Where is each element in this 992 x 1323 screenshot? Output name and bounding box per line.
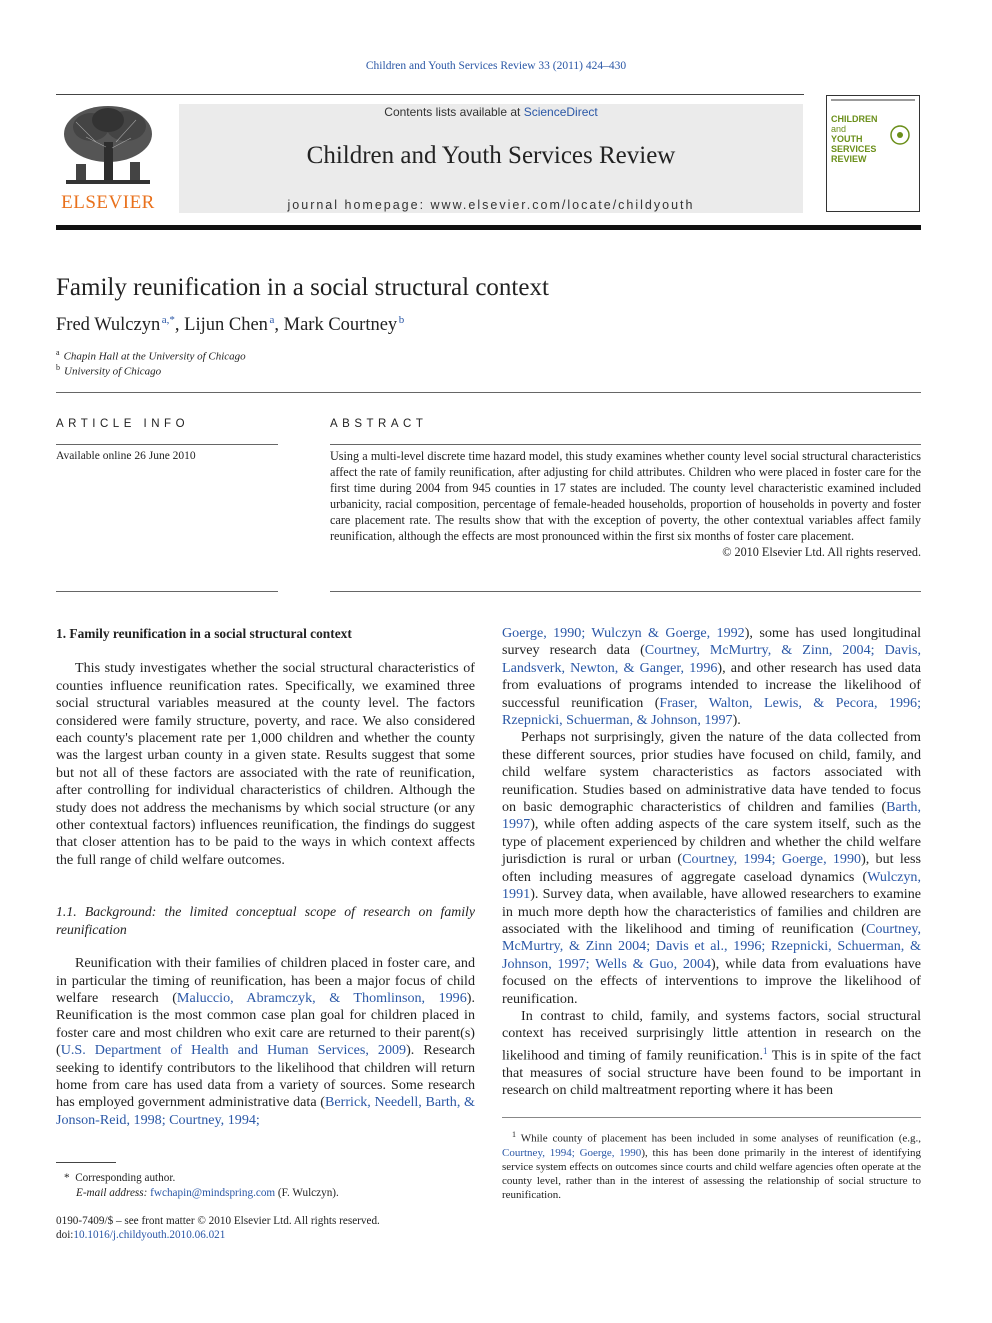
author-list: Fred Wulczyn $^{a,*}$, Lijun Chen $^a$, Mark Courtney $^b$ (56, 314, 405, 335)
email-label: E-mail address: (76, 1187, 151, 1199)
author-affil-mark[interactable]: a (269, 314, 275, 326)
journal-homepage[interactable]: journal homepage: www.elsevier.com/locate/childyouth (287, 198, 695, 212)
section-1-heading: 1. Family reunification in a social structural context (56, 626, 352, 641)
footnote-1 (502, 1128, 921, 1203)
citation-link[interactable]: Courtney, 1994; Goerge, 1990 (682, 851, 862, 868)
text-run: ). Research seeking to identify contributors to the likelihood that children will return home from care has used data from a variety of sources. Some research has employed government administrative data ( (56, 1042, 476, 1111)
citation-link[interactable]: Berrick, Needell, Barth, & Jonson-Reid, 1998; Courtney, 1994; (56, 1094, 476, 1128)
article-info-heading: ARTICLE INFO (56, 418, 190, 430)
contents-line (179, 105, 803, 119)
section-1-1-heading: 1.1. Background: the limited conceptual scope of research on family reunification (56, 904, 475, 937)
text-run: ), and other research has used data from evaluations of programs intended to increase the likelihood of successful reunification ( (502, 659, 921, 711)
text-run: ). Survey data, when available, have allowed researchers to examine in much more depth how the characteristics of families and children are associated with the likelihood and timing of reunification ( (502, 886, 921, 937)
text-run: This is in spite of the fact that measures of social structure have been found to be important in research on child maltreatment reporting where it has been (502, 1047, 922, 1099)
cover-line: YOUTH (831, 134, 863, 144)
cover-line: REVIEW (831, 154, 867, 164)
affiliation (56, 348, 246, 363)
asterisk-mark: * (64, 1172, 76, 1184)
cover-line: CHILDREN (831, 114, 878, 124)
text-run: ), while data from evaluations have focused on the effects of interventions to improve the likelihood of reunification. (502, 955, 922, 1007)
cover-line: and (831, 124, 847, 134)
affiliation-mark: a (56, 348, 60, 357)
text-run: ), some has used longitudinal survey research data ( (502, 625, 921, 659)
header-thick-rule (56, 225, 921, 230)
doi-link[interactable]: 10.1016/j.childyouth.2010.06.021 (73, 1229, 226, 1241)
citation-link[interactable]: Fraser, Walton, Lewis, & Pecora, 1996; Rzepnicki, Schuerman, & Johnson, 1997 (502, 694, 921, 729)
right-column (502, 625, 921, 1100)
abstract-text: Using a multi-level discrete time hazard model, this study examines whether county level social structural characteristics affect the rate of family reunification, after adjusting for child attributes. Children who were placed in foster care for the first time during 2004 from 945 counties in 17 states are included. The county level characteristic examined included urbanicity, racial composition, percentage of female-headed households, proportion of households in poverty and foster care placement rate. The results show that with the exception of poverty, the other contextual variables affect family reunification, although the effects are most pronounced within the first six months of foster care placement. (330, 449, 921, 543)
left-column (56, 625, 475, 1129)
footnote-marker[interactable]: 1 (762, 1045, 768, 1056)
cover-line: SERVICES (831, 144, 877, 154)
elsevier-logo[interactable] (56, 102, 160, 214)
elsevier-tree-icon (56, 102, 160, 194)
cover-title (831, 114, 878, 164)
author-name: Fred Wulczyn (56, 315, 161, 335)
affiliation-mark: b (56, 363, 60, 372)
right-footnote-rule (502, 1117, 921, 1118)
article-info-rule (56, 444, 278, 445)
citation-link[interactable]: Goerge, 1990; Wulczyn & Goerge, 1992 (502, 625, 745, 641)
available-online: Available online 26 June 2010 (56, 450, 196, 462)
abstract-copyright: © 2010 Elsevier Ltd. All rights reserved. (722, 545, 921, 559)
left-footnote-rule (56, 1162, 116, 1163)
affiliation (56, 363, 161, 378)
doi-label: doi: (56, 1229, 74, 1241)
text-run: Reunification with their families of children placed in foster care, and in particular the timing of reunification, has been a major focus of child welfare research ( (56, 955, 475, 1006)
corresponding-author-note (64, 1171, 175, 1185)
citation-link[interactable]: U.S. Department of Health and Human Services, 2009 (60, 1042, 407, 1059)
contents-prefix: Contents lists available at (384, 105, 524, 119)
affiliation-text: Chapin Hall at the University of Chicago (63, 350, 246, 363)
author-affil-mark[interactable]: a,* (161, 314, 175, 326)
elsevier-wordmark: ELSEVIER (61, 192, 155, 213)
email-link[interactable]: fwchapin@mindspring.com (150, 1187, 276, 1199)
issn-line: 0190-7409/$ – see front matter © 2010 Elsevier Ltd. All rights reserved. (56, 1215, 380, 1227)
affiliation-text: University of Chicago (64, 365, 162, 378)
footnote-1-text: ), this has been done primarily in the interest of identifying service system effects on outcomes since courts and child welfare agencies often operate at the county level, rather than in the interest of assessing the relationship of social structure to reunification. (502, 1146, 922, 1202)
citation-link[interactable]: Maluccio, Abramczyk, & Thomlinson, 1996 (176, 989, 467, 1006)
text-run: Perhaps not surprisingly, given the nature of the data collected from these different sources, prior studies have focused on child, family, and child welfare system characteristics as factors associated with reunification. Studies based on administrative data have tended to focus on basic demographic characteristics of children and families ( (502, 729, 921, 816)
text-run: ). Reunification is the most common case plan goal for children placed in foster care and most children who exit care are returned to their parent(s) ( (56, 989, 475, 1059)
corresponding-label: Corresponding author. (75, 1172, 176, 1184)
text-run: ), while often adding aspects of the care system itself, such as the type of placement experienced by children and whether the child welfare jurisdiction is rural or urban ( (502, 816, 921, 868)
doi-line (56, 1228, 225, 1242)
paragraph (502, 1008, 921, 1100)
author-name: Lijun Chen (184, 315, 268, 335)
footnote-1-text: While county of placement has been included in some analyses of reunification (e.g., (516, 1132, 921, 1145)
title-divider (56, 392, 921, 393)
article-title: Family reunification in a social structural context (56, 274, 549, 301)
paragraph (502, 625, 921, 729)
citation-link[interactable]: Courtney, McMurtry, & Zinn, 2004; Davis, Landsverk, Newton, & Ganger, 1996 (502, 642, 921, 676)
paragraph: This study investigates whether the social structural characteristics of counties influence reunification rates. Specifically, we examined three social structural variables measured at the county level. The factors considered were family structure, poverty, and race. We also considered each county's placement rate per 1,000 children and whether the county was the largest urban county in a given state. Results suggest that some but not all of these factors are associated with the rate of reunification, after controlling for individual characteristics of children. Although the study does not address the mechanisms by which social structure (or any other contextual factors) influences reunification, the findings do suggest that closer attention has to be paid to the ways in which context affects the full range of child welfare outcomes. (56, 660, 475, 868)
abstract-rule (330, 444, 921, 445)
journal-title: Children and Youth Services Review (306, 142, 676, 169)
text-run: ). (732, 712, 741, 729)
text-run: In contrast to child, family, and systems factors, social structural context has received surprisingly little attention in research on the likelihood and timing of family reunification. (502, 1007, 921, 1064)
abstract-bottom-rule (330, 591, 921, 592)
footnote-1-mark: 1 (512, 1130, 516, 1139)
paragraph (56, 955, 475, 1129)
citation-link[interactable]: Wulczyn, 1991 (502, 868, 921, 903)
journal-citation[interactable]: Children and Youth Services Review 33 (2011) 424–430 (365, 60, 627, 72)
citation-link[interactable]: Courtney, 1994; Goerge, 1990 (502, 1146, 642, 1159)
paragraph (502, 729, 921, 1008)
abstract-heading: ABSTRACT (330, 418, 428, 430)
citation-link[interactable]: Barth, 1997 (502, 799, 921, 833)
abstract (330, 448, 921, 560)
header-divider (56, 94, 804, 95)
email-note (76, 1186, 339, 1200)
sciencedirect-link[interactable]: ScienceDirect (523, 105, 598, 119)
cover-emblem-icon (889, 124, 911, 146)
text-run: ), but less often including measures of aggregate caseload dynamics ( (502, 851, 921, 885)
cover-bar (831, 99, 915, 101)
author-affil-mark[interactable]: b (398, 314, 405, 326)
journal-cover-thumbnail[interactable] (826, 95, 920, 212)
author-name: Mark Courtney (283, 315, 398, 335)
email-suffix: (F. Wulczyn). (275, 1187, 339, 1199)
article-info-bottom-rule (56, 591, 278, 592)
citation-link[interactable]: Courtney, McMurtry, & Zinn 2004; Davis et al., 1996; Rzepnicki, Schuerman, & Johnson, 1997; Wells & Guo, 2004 (502, 920, 921, 972)
